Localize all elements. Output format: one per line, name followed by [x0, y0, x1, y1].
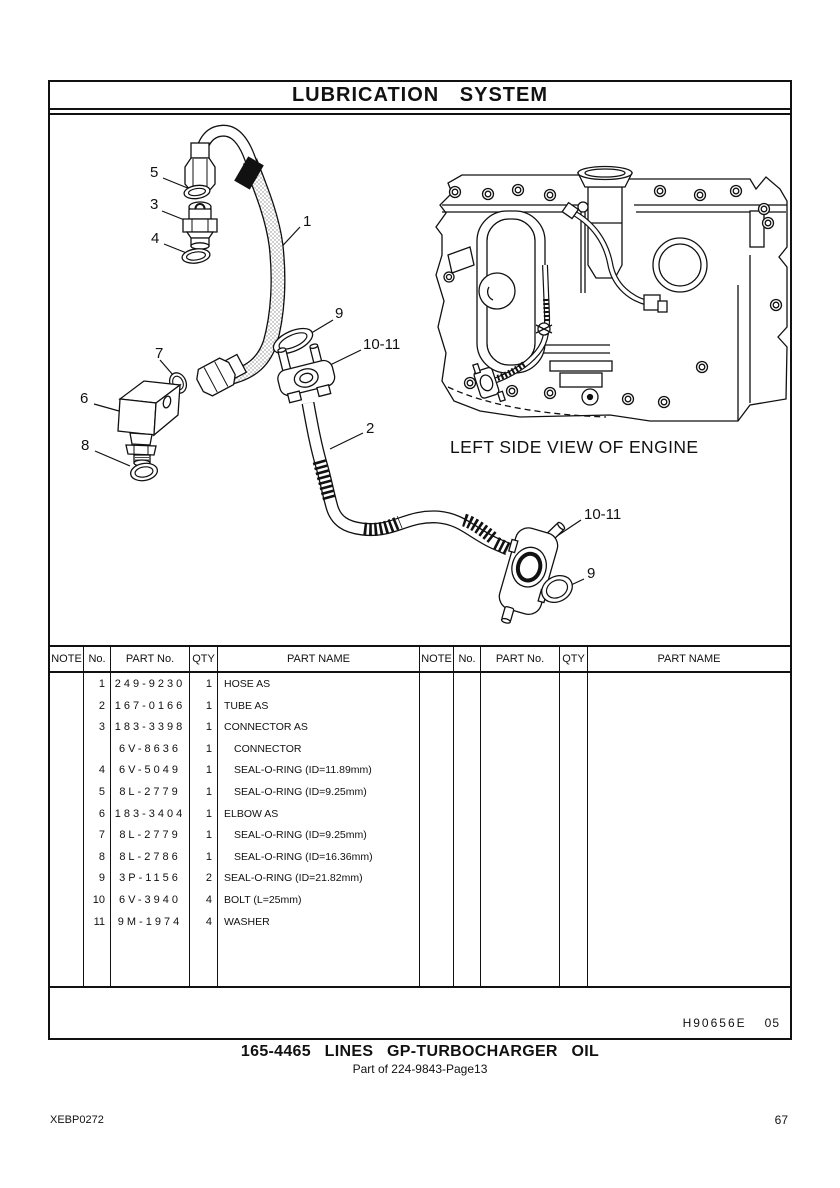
cell-part_no-0: 249-9230 [114, 678, 186, 690]
cell-qty-1: 1 [205, 699, 212, 712]
cell-no-11: 11 [93, 915, 105, 928]
hose-end-nut [193, 350, 249, 399]
table-body [50, 673, 790, 986]
seal-o-ring-4 [181, 247, 211, 265]
col-partno-right [481, 673, 560, 986]
cell-name-10: BOLT (L=25mm) [224, 893, 302, 906]
cell-part_no-10: 6V-3940 [119, 893, 181, 906]
cell-no-8: 8 [98, 850, 105, 863]
tube-as-part2 [308, 403, 508, 549]
publication-code: XEBP0272 [50, 1114, 104, 1126]
col-note-right [420, 673, 454, 986]
cell-name-3: CONNECTOR [234, 742, 302, 755]
cell-qty-8: 1 [205, 850, 212, 863]
header-note-right: NOTE [420, 647, 454, 671]
cell-part_no-5: 8L-2779 [119, 785, 181, 798]
cell-name-11: WASHER [224, 915, 270, 928]
seal-o-ring-8 [129, 461, 159, 482]
col-no [84, 673, 111, 986]
cell-no-6: 6 [98, 807, 105, 820]
cell-no-9: 9 [98, 872, 105, 885]
cell-qty-10: 4 [205, 893, 212, 906]
cell-qty-9: 2 [205, 872, 212, 885]
callout-2: 2 [366, 420, 375, 437]
callout-9-lower: 9 [587, 565, 596, 582]
drawing-code: H90656E [682, 1016, 747, 1030]
cell-part_no-3: 6V-8636 [119, 742, 181, 755]
parts-diagram-svg [50, 115, 790, 645]
drawing-number-line [50, 988, 790, 1038]
cell-no-0: 1 [98, 678, 105, 690]
tube-ribbed-bands [319, 461, 508, 549]
callout-6: 6 [80, 390, 89, 407]
col-name-right [588, 673, 790, 986]
connector-part3 [183, 202, 217, 249]
cell-qty-5: 1 [205, 785, 212, 798]
cell-part_no-6: 183-3404 [114, 807, 186, 820]
callout-7: 7 [155, 345, 164, 362]
assembly-title: 165-4465 LINES GP-TURBOCHARGER OIL [240, 1043, 600, 1060]
callout-5: 5 [150, 164, 159, 181]
cell-part_no-1: 167-0166 [114, 699, 186, 712]
table-header-row [50, 647, 790, 673]
col-note-left [50, 673, 84, 986]
diagram-area [50, 115, 790, 645]
cell-no-1: 2 [98, 699, 105, 712]
cell-name-7: SEAL-O-RING (ID=9.25mm) [234, 829, 367, 842]
col-partno [111, 673, 190, 986]
document-footer [0, 1043, 840, 1076]
callout-8: 8 [81, 437, 90, 454]
cell-name-1: TUBE AS [224, 699, 269, 712]
cell-no-2: 3 [98, 721, 105, 734]
cell-name-6: ELBOW AS [224, 807, 279, 820]
page-title: LUBRICATION SYSTEM [50, 82, 790, 110]
cell-part_no-2: 183-3398 [114, 721, 186, 734]
col-name [218, 673, 420, 986]
cell-name-0: HOSE AS [224, 678, 271, 690]
cell-name-9: SEAL-O-RING (ID=21.82mm) [224, 872, 363, 885]
header-partno-right: PART No. [481, 647, 560, 671]
col-no-right [454, 673, 481, 986]
header-no-right: No. [454, 647, 481, 671]
cell-part_no-4: 6V-5049 [119, 764, 181, 777]
page-number: 67 [774, 1113, 788, 1127]
drawing-revision: 05 [764, 1016, 780, 1030]
assembly-subtitle: Part of 224-9843-Page13 [352, 1062, 488, 1076]
cell-part_no-8: 8L-2786 [119, 850, 181, 863]
cell-qty-7: 1 [205, 829, 212, 842]
elbow-as-part6 [118, 381, 180, 466]
header-partname-left: PART NAME [218, 647, 420, 671]
header-qty-left: QTY [190, 647, 218, 671]
cell-name-2: CONNECTOR AS [224, 721, 308, 734]
cell-no-3 [84, 739, 110, 761]
callout-3: 3 [150, 196, 159, 213]
main-frame [48, 80, 792, 1040]
col-qty [190, 673, 218, 986]
engine-view-caption: LEFT SIDE VIEW OF ENGINE [450, 437, 699, 457]
cell-qty-3: 1 [205, 742, 212, 755]
callout-10-11-lower: 10-11 [584, 506, 622, 523]
cell-qty-2: 1 [205, 721, 212, 734]
cell-part_no-11: 9M-1974 [117, 915, 183, 928]
cell-qty-6: 1 [205, 807, 212, 820]
header-note-left: NOTE [50, 647, 84, 671]
callout-4: 4 [151, 230, 160, 247]
cell-name-5: SEAL-O-RING (ID=9.25mm) [234, 785, 367, 798]
header-no-left: No. [84, 647, 111, 671]
cell-no-5: 5 [98, 785, 105, 798]
cell-qty-11: 4 [205, 915, 212, 928]
callout-10-11-upper: 10-11 [363, 336, 401, 353]
parts-table [50, 645, 790, 988]
cell-part_no-9: 3P-1156 [119, 872, 181, 885]
callout-1: 1 [303, 213, 312, 230]
header-qty-right: QTY [560, 647, 588, 671]
cell-name-8: SEAL-O-RING (ID=16.36mm) [234, 850, 373, 863]
cell-no-7: 7 [98, 829, 105, 842]
cell-name-4: SEAL-O-RING (ID=11.89mm) [234, 764, 372, 777]
header-partno-left: PART No. [111, 647, 190, 671]
cell-no-10: 10 [92, 893, 105, 906]
cell-qty-0: 1 [205, 678, 212, 690]
hose-as-part1 [185, 131, 278, 399]
cell-part_no-7: 8L-2779 [119, 829, 181, 842]
engine-view-drawing [436, 167, 787, 422]
cell-no-4: 4 [98, 764, 105, 777]
flange-bolts-lower [489, 510, 566, 631]
cell-qty-4: 1 [205, 764, 212, 777]
header-partname-right: PART NAME [657, 653, 721, 665]
callout-9-upper: 9 [335, 305, 344, 322]
col-qty-right [560, 673, 588, 986]
